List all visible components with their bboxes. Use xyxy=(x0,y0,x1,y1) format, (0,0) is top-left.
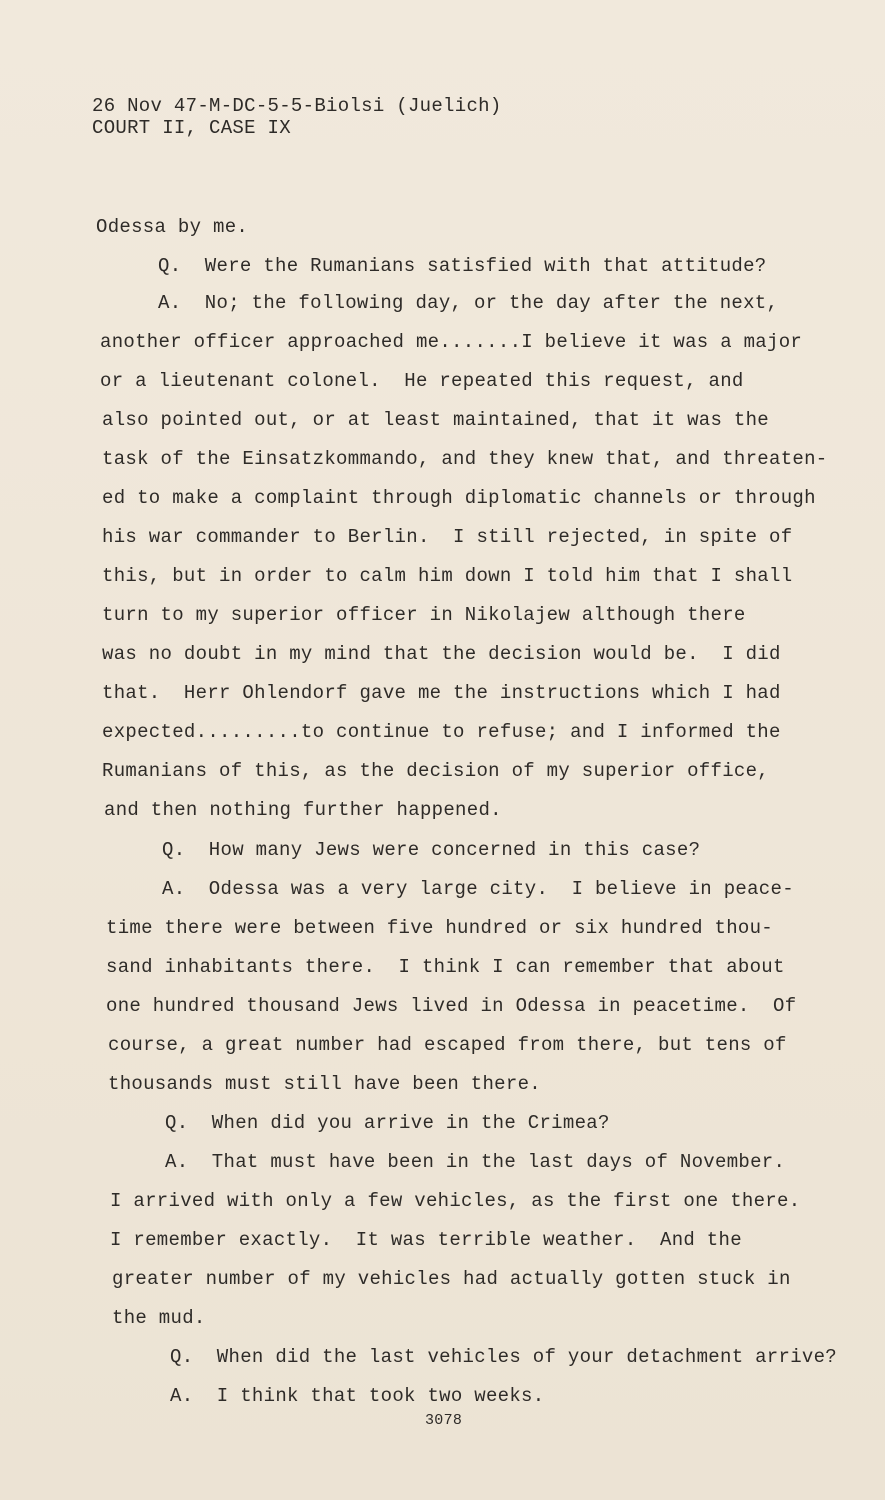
text-line: or a lieutenant colonel. He repeated this request, and xyxy=(100,370,744,392)
text-line: A. I think that took two weeks. xyxy=(170,1385,545,1407)
text-line: also pointed out, or at least maintained, that it was the xyxy=(102,409,770,431)
text-line: Q. When did you arrive in the Crimea? xyxy=(165,1112,610,1134)
text-line: was no doubt in my mind that the decision would be. I did xyxy=(102,643,781,665)
text-line: turn to my superior officer in Nikolajew although there xyxy=(102,604,746,626)
text-line: Rumanians of this, as the decision of my superior office, xyxy=(102,760,770,782)
text-line: his war commander to Berlin. I still rejected, in spite of xyxy=(102,526,793,548)
page-number: 3078 xyxy=(425,1412,463,1429)
text-line: time there were between five hundred or six hundred thou- xyxy=(106,917,774,939)
text-line: the mud. xyxy=(112,1307,206,1329)
text-line: greater number of my vehicles had actually gotten stuck in xyxy=(112,1268,791,1290)
text-line: that. Herr Ohlendorf gave me the instructions which I had xyxy=(102,682,781,704)
text-line: expected.........to continue to refuse; and I informed the xyxy=(102,721,781,743)
text-line: ed to make a complaint through diplomatic channels or through xyxy=(102,487,816,509)
text-line: Odessa by me. xyxy=(96,216,249,238)
text-line: A. That must have been in the last days of November. xyxy=(165,1151,786,1173)
text-line: A. Odessa was a very large city. I believe in peace- xyxy=(162,878,794,900)
text-line: another officer approached me.......I believe it was a major xyxy=(100,331,803,353)
text-line: one hundred thousand Jews lived in Odessa in peacetime. Of xyxy=(106,995,797,1017)
header-case-reference: 26 Nov 47-M-DC-5-5-Biolsi (Juelich) xyxy=(92,95,502,117)
text-line: I remember exactly. It was terrible weather. And the xyxy=(110,1229,742,1251)
text-line: A. No; the following day, or the day after the next, xyxy=(158,292,779,314)
text-line: thousands must still have been there. xyxy=(108,1073,541,1095)
text-line: course, a great number had escaped from there, but tens of xyxy=(108,1034,787,1056)
text-line: this, but in order to calm him down I told him that I shall xyxy=(102,565,793,587)
text-line: and then nothing further happened. xyxy=(104,799,502,821)
text-line: I arrived with only a few vehicles, as the first one there. xyxy=(110,1190,801,1212)
text-line: Q. When did the last vehicles of your detachment arrive? xyxy=(170,1346,838,1368)
header-court-case: COURT II, CASE IX xyxy=(92,117,291,139)
text-line: sand inhabitants there. I think I can remember that about xyxy=(106,956,785,978)
text-line: Q. Were the Rumanians satisfied with that attitude? xyxy=(158,255,767,277)
text-line: task of the Einsatzkommando, and they knew that, and threaten- xyxy=(102,448,828,470)
text-line: Q. How many Jews were concerned in this case? xyxy=(162,839,701,861)
